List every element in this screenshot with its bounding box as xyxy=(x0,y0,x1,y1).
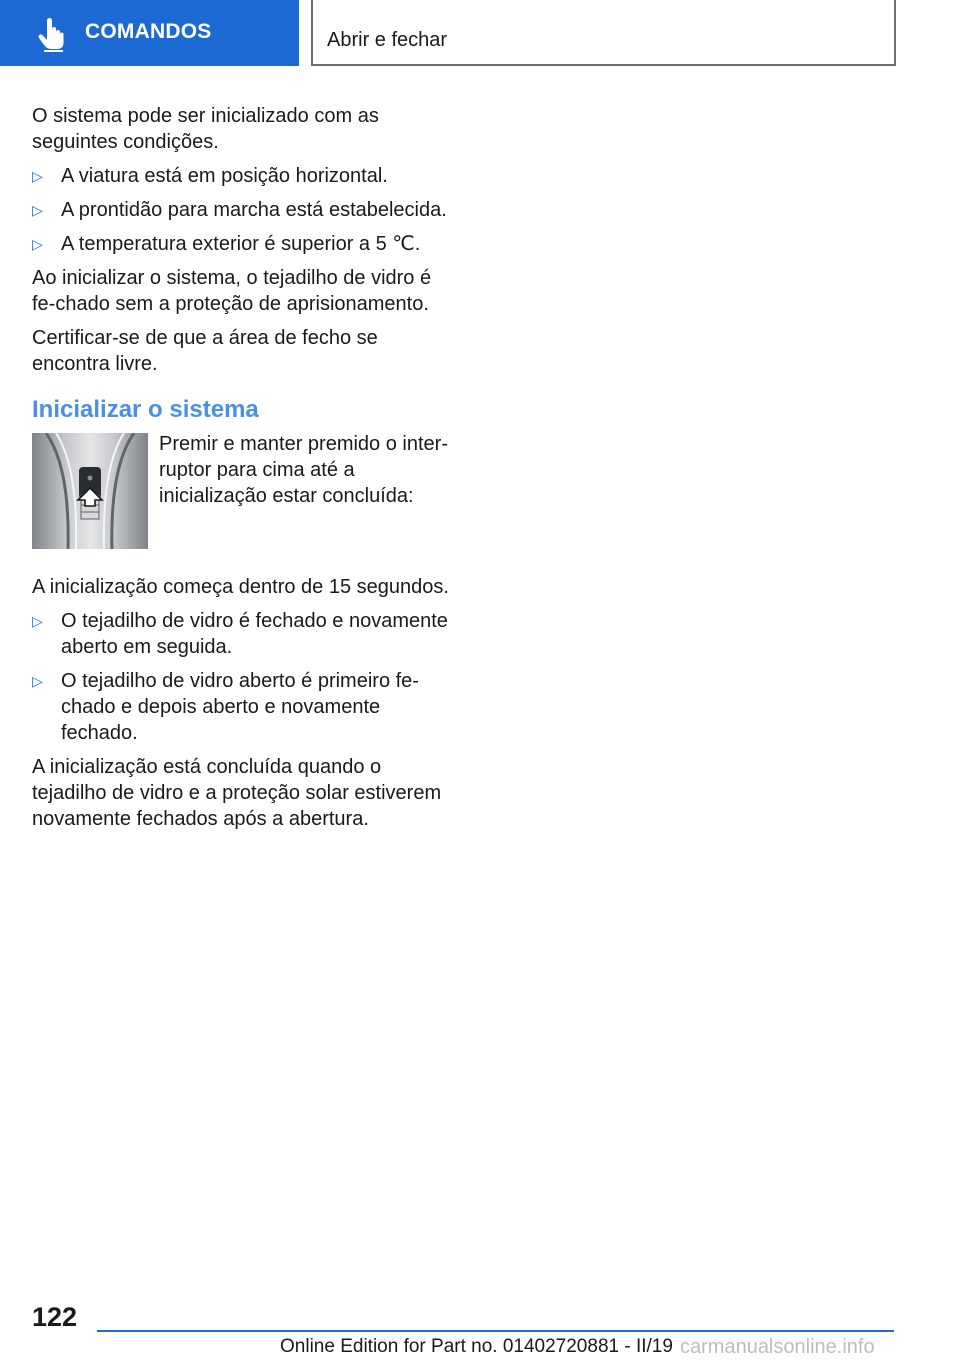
bullet-triangle-icon: ▷ xyxy=(32,236,43,252)
chapter-title: COMANDOS xyxy=(85,20,212,43)
list-item xyxy=(32,197,452,223)
list-item-text: A viatura está em posição horizontal. xyxy=(61,165,388,187)
watermark: carmanualsonline.info xyxy=(680,1336,875,1358)
chapter-tab xyxy=(0,0,299,66)
list-item xyxy=(32,231,452,257)
bullet-triangle-icon: ▷ xyxy=(32,168,43,184)
section-title: Abrir e fechar xyxy=(327,29,448,51)
bullet-triangle-icon: ▷ xyxy=(32,202,43,218)
page-content xyxy=(32,103,452,840)
intro-paragraph: O sistema pode ser inicializado com as seguintes condições. xyxy=(32,105,379,153)
page-header xyxy=(0,0,960,66)
instruction-block xyxy=(32,433,452,570)
edition-text: Online Edition for Part no. 01402720881 - II/19 xyxy=(280,1336,673,1357)
list-item-text: A temperatura exterior é superior a 5 ℃. xyxy=(61,233,421,255)
list-item xyxy=(32,163,452,189)
section-header xyxy=(311,0,896,66)
instruction-text: Premir e manter premido o inter‐ruptor para cima até a inicialização estar concluída: xyxy=(159,433,448,507)
completion-paragraph: A inicialização está concluída quando o tejadilho de vidro e a proteção solar estiverem novamente fechados após a abertura. xyxy=(32,756,442,830)
list-item-text: O tejadilho de vidro é fechado e novamente aberto em seguida. xyxy=(61,610,448,658)
section-heading: Inicializar o sistema xyxy=(32,396,259,423)
page-number: 122 xyxy=(32,1302,78,1332)
footer-divider xyxy=(97,1330,894,1332)
note-paragraph: Certificar-se de que a área de fecho se encontra livre. xyxy=(32,327,378,375)
list-item-text: O tejadilho de vidro aberto é primeiro fe‐chado e depois aberto e novamente fechado. xyxy=(61,670,419,744)
note-paragraph: Ao inicializar o sistema, o tejadilho de vidro é fe‐chado sem a proteção de aprisionamento. xyxy=(32,267,432,315)
list-item-text: A prontidão para marcha está estabelecida. xyxy=(61,199,447,221)
bullet-triangle-icon: ▷ xyxy=(32,673,43,689)
list-item xyxy=(32,668,452,746)
roof-switch-illustration xyxy=(32,433,148,549)
list-item xyxy=(32,608,452,660)
bullet-triangle-icon: ▷ xyxy=(32,613,43,629)
hand-pointer-icon xyxy=(36,18,66,52)
start-paragraph: A inicialização começa dentro de 15 segundos. xyxy=(32,576,449,598)
